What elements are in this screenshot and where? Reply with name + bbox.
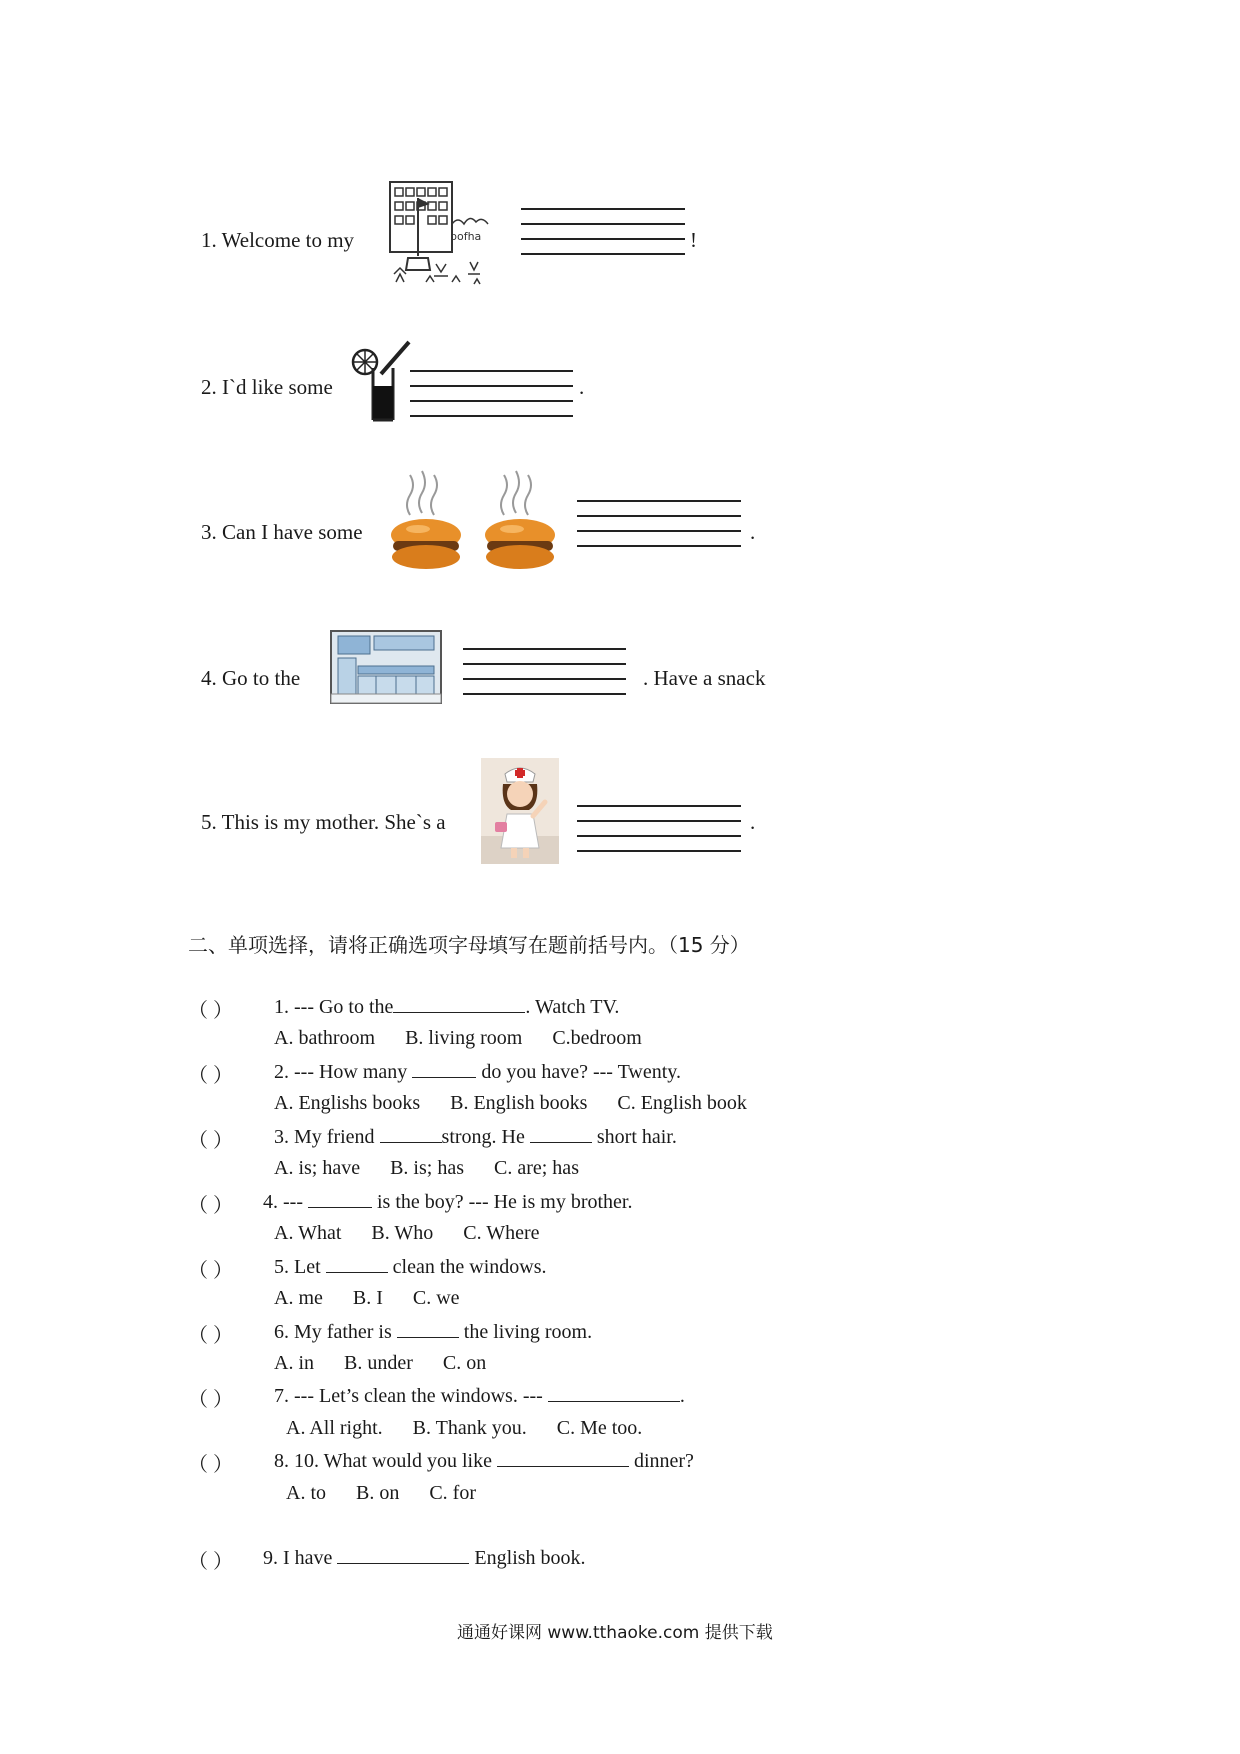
nurse-picture (481, 758, 559, 864)
option-a: A. me (274, 1287, 323, 1309)
picture-question-4-end: . Have a snack (643, 666, 766, 690)
answer-paren[interactable]: （ ） (188, 1260, 233, 1282)
blank[interactable] (530, 1124, 592, 1143)
option-a: A. Englishs books (274, 1092, 421, 1114)
mc-question-5-stem-a: 5. Let (274, 1256, 321, 1278)
option-a: A. is; have (274, 1157, 361, 1179)
picture-question-4-text: 4. Go to the (201, 666, 301, 690)
answer-lines-5[interactable] (577, 805, 741, 865)
option-b: B. living room (405, 1027, 523, 1049)
blank[interactable] (326, 1254, 388, 1273)
option-b: B. English books (450, 1092, 588, 1114)
mc-question-7 (274, 1383, 685, 1408)
answer-paren[interactable]: （ ） (188, 1065, 233, 1087)
picture-question-3-text: 3. Can I have some (201, 520, 363, 544)
option-c: C. we (412, 1287, 460, 1309)
mc-question-1-stem-b: . Watch TV. (525, 996, 620, 1018)
mc-question-6 (274, 1319, 592, 1344)
mc-question-3 (274, 1124, 677, 1149)
blank[interactable] (412, 1059, 476, 1078)
option-b: B. under (344, 1352, 413, 1374)
mc-question-1-stem-a: 1. --- Go to the (274, 996, 394, 1018)
answer-paren[interactable]: （ ） (188, 1130, 233, 1152)
mc-question-6-stem-a: 6. My father is (274, 1321, 392, 1343)
mc-question-2 (274, 1059, 681, 1084)
mc-options-8 (286, 1482, 506, 1505)
mc-question-3-stem-b: strong. He (441, 1126, 525, 1148)
mc-question-4-stem-a: 4. --- (263, 1191, 303, 1213)
mc-question-5 (274, 1254, 547, 1279)
svg-text:bofha: bofha (450, 230, 482, 243)
juice-glass-picture (347, 338, 415, 424)
answer-paren[interactable]: （ ） (188, 1551, 233, 1573)
answer-paren[interactable]: （ ） (188, 1325, 233, 1347)
option-c: C. Me too. (556, 1417, 643, 1439)
option-a: A. to (286, 1482, 326, 1504)
option-c: C. English book (617, 1092, 747, 1114)
footer-text: 通通好课网 www.tthaoke.com 提供下载 (457, 1623, 773, 1643)
kitchen-picture (330, 630, 442, 704)
option-c: C. Where (463, 1222, 540, 1244)
option-c: C. for (429, 1482, 477, 1504)
mc-options-6 (274, 1352, 516, 1375)
mc-question-5-stem-b: clean the windows. (392, 1256, 547, 1278)
mc-question-9-stem-b: English book. (474, 1547, 586, 1569)
mc-question-6-stem-b: the living room. (463, 1321, 593, 1343)
mc-options-3 (274, 1157, 609, 1180)
hamburgers-picture (388, 455, 588, 585)
picture-question-5-text: 5. This is my mother. She`s a (201, 810, 446, 834)
school-building-picture (386, 178, 496, 290)
option-b: B. Who (371, 1222, 434, 1244)
option-b: B. I (352, 1287, 383, 1309)
option-c: C. on (442, 1352, 487, 1374)
mc-question-1 (274, 994, 619, 1019)
picture-question-5-end: . (750, 810, 756, 834)
mc-question-7-stem-a: 7. --- Let’s clean the windows. --- (274, 1385, 543, 1407)
blank[interactable] (380, 1124, 442, 1143)
mc-options-5 (274, 1287, 490, 1310)
option-b: B. Thank you. (412, 1417, 527, 1439)
mc-question-4 (263, 1189, 632, 1214)
option-a: A. All right. (286, 1417, 383, 1439)
blank[interactable] (497, 1448, 629, 1467)
mc-question-9 (263, 1545, 586, 1570)
mc-question-8-stem-a: 8. 10. What would you like (274, 1450, 492, 1472)
mc-question-3-stem-c: short hair. (596, 1126, 677, 1148)
mc-options-7 (286, 1417, 672, 1440)
mc-question-8 (274, 1448, 694, 1473)
answer-paren[interactable]: （ ） (188, 1000, 233, 1022)
mc-options-2 (274, 1092, 777, 1115)
answer-lines-3[interactable] (577, 500, 741, 560)
option-a: A. in (274, 1352, 314, 1374)
blank[interactable] (548, 1383, 680, 1402)
picture-question-1-text: 1. Welcome to my (201, 228, 355, 252)
answer-paren[interactable]: （ ） (188, 1195, 233, 1217)
blank[interactable] (393, 994, 525, 1013)
option-b: B. is; has (390, 1157, 464, 1179)
mc-question-2-stem-a: 2. --- How many (274, 1061, 408, 1083)
section2-title: 二、单项选择，请将正确选项字母填写在题前括号内。（15 分） (188, 933, 750, 957)
mc-question-8-stem-b: dinner? (633, 1450, 694, 1472)
answer-lines-4[interactable] (463, 648, 626, 708)
mc-question-3-stem-a: 3. My friend (274, 1126, 375, 1148)
picture-question-2-end: . (579, 375, 585, 399)
blank[interactable] (397, 1319, 459, 1338)
mc-question-7-stem-b: . (679, 1385, 685, 1407)
answer-paren[interactable]: （ ） (188, 1389, 233, 1411)
answer-lines-2[interactable] (410, 370, 573, 430)
picture-question-2-text: 2. I`d like some (201, 375, 333, 399)
answer-paren[interactable]: （ ） (188, 1454, 233, 1476)
mc-options-1 (274, 1027, 672, 1050)
option-c: C. are; has (494, 1157, 579, 1179)
option-b: B. on (356, 1482, 400, 1504)
picture-question-3-end: . (750, 520, 756, 544)
mc-question-2-stem-b: do you have? --- Twenty. (481, 1061, 681, 1083)
blank[interactable] (308, 1189, 372, 1208)
answer-lines-1[interactable] (521, 208, 685, 268)
blank[interactable] (337, 1545, 469, 1564)
mc-question-4-stem-b: is the boy? --- He is my brother. (376, 1191, 633, 1213)
picture-question-1-end: ! (690, 228, 697, 252)
mc-question-9-stem-a: 9. I have (263, 1547, 333, 1569)
option-a: A. What (274, 1222, 342, 1244)
option-c: C.bedroom (552, 1027, 642, 1049)
option-a: A. bathroom (274, 1027, 376, 1049)
mc-options-4 (274, 1222, 570, 1245)
